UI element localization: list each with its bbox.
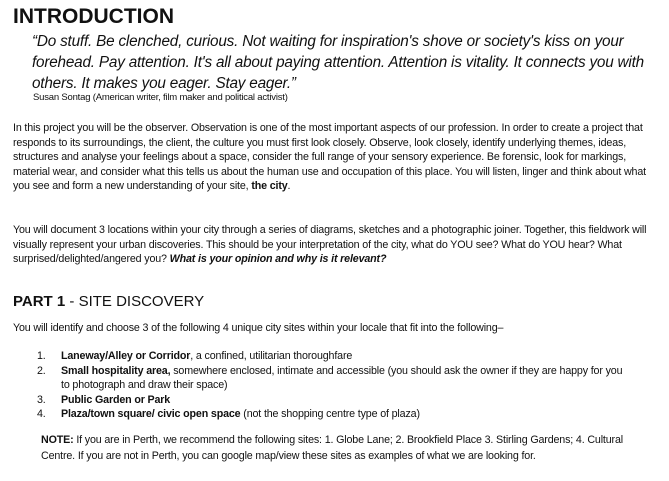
intro-text: In this project you will be the observer. Observation is one of the most important aspects of our profession. In order to create a project that responds to its surroundings, the client, the culture you must first look closely. Observe, look closely, identify underlying themes, ideas, structures and analyse your feelings about a space, consider the full range of your sensory experience. Be forensic, look for markings, material wear, and consider what this tells us about the human use and occupation of this place. You will listen, linger and think about what you see and form a new understanding of your site, — [13, 122, 646, 193]
list-number: 1. — [37, 350, 46, 362]
list-number: 3. — [37, 393, 46, 406]
note-text: If you are in Perth, we recommend the following sites: 1. Globe Lane; 2. Brookfield Place 3. Stirling Gardens; 4. Cultural Centre. If you are not in Perth, you can google map/view these sites as examples of what we are looking for. — [41, 434, 623, 462]
site-name: Public Garden or Park — [61, 393, 171, 406]
part1-number: PART 1 — [13, 293, 66, 310]
page-title: INTRODUCTION — [13, 5, 174, 28]
site-name: Laneway/Alley or Corridor — [61, 350, 191, 362]
documentation-question: What is your opinion and why is it relevant? — [169, 253, 387, 266]
perth-note — [41, 432, 641, 464]
intro-bold-phrase: the city — [251, 180, 288, 193]
site-list-item — [33, 349, 633, 364]
part1-heading — [13, 293, 204, 310]
list-number: 4. — [37, 408, 46, 421]
intro-paragraph — [13, 121, 658, 194]
site-description: , a confined, utilitarian thoroughfare — [190, 350, 353, 362]
site-description: somewhere enclosed, intimate and accessible (you should ask the owner if they are happy for you to photograph and draw their space) — [61, 364, 623, 392]
site-list — [33, 349, 633, 422]
epigraph-quote: “Do stuff. Be clenched, curious. Not waiting for inspiration's shove or society's kiss on your forehead. Pay attention. It's all about paying attention. Attention is vitality. It connects you with others. It makes you eager. Stay eager.” — [32, 33, 644, 92]
site-list-item — [33, 364, 633, 393]
intro-period: . — [287, 180, 291, 193]
documentation-text: You will document 3 locations within your city through a series of diagrams, sketches and a photographic joiner. Together, this fieldwork will visually represent your urban discoveries. This should be your interpretation of the city, what do YOU see? What do YOU hear? What surprised/delighted/angered you? — [13, 224, 647, 266]
site-list-item — [33, 393, 633, 408]
part1-title: - SITE DISCOVERY — [65, 293, 205, 310]
note-label: NOTE: — [41, 434, 74, 446]
list-number: 2. — [37, 364, 46, 377]
site-description: (not the shopping centre type of plaza) — [240, 408, 420, 421]
part1-intro: You will identify and choose 3 of the following 4 unique city sites within your locale that fit into the following– — [13, 322, 504, 334]
site-list-item — [33, 407, 633, 422]
site-name: Small hospitality area, — [61, 364, 171, 377]
documentation-paragraph — [13, 223, 658, 267]
site-name: Plaza/town square/ civic open space — [61, 408, 241, 421]
quote-attribution: Susan Sontag (American writer, film maker and political activist) — [33, 92, 288, 103]
